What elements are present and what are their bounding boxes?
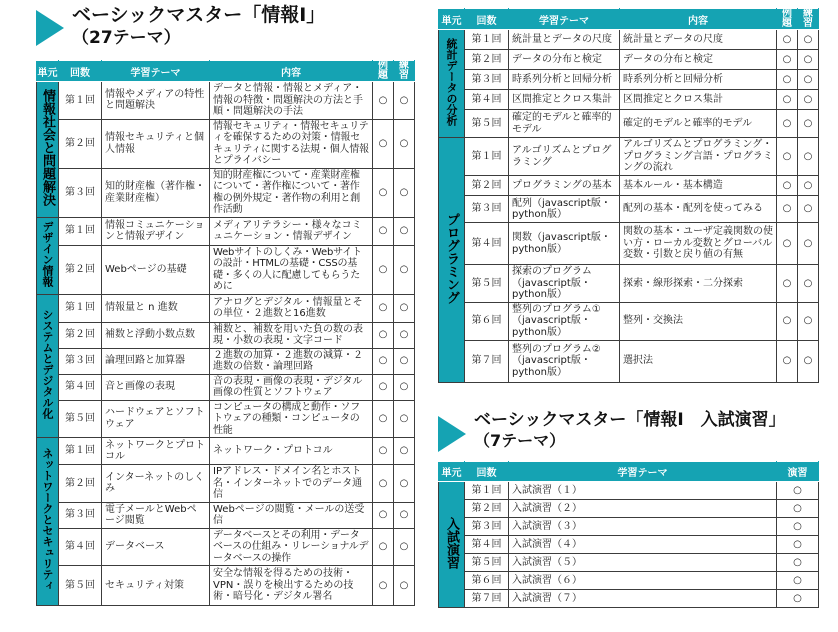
content-cell: メディアリテラシー・様々なコミュニケーション・情報デザイン xyxy=(210,217,373,245)
header-content: 内容 xyxy=(620,9,777,30)
unit-cell xyxy=(37,294,59,438)
kai-cell: 第３回 xyxy=(59,502,102,528)
table-row xyxy=(37,348,415,374)
content-cell: 区間推定とクロス集計 xyxy=(620,90,777,110)
example-mark: ○ xyxy=(373,245,394,294)
unit-name: 統計データの分析 xyxy=(445,37,458,126)
header-kai: 回数 xyxy=(465,9,509,30)
content-cell: 確定的モデルと確率的モデル xyxy=(620,110,777,138)
content-cell: アナログとデジタル・情報量とその単位・２進数と16進数 xyxy=(210,294,373,322)
table-row xyxy=(37,168,415,217)
header-rei: 例題 xyxy=(777,9,798,30)
practice-mark: ○ xyxy=(798,223,819,265)
kai-cell: 第１回 xyxy=(465,138,509,176)
table-row xyxy=(439,590,819,608)
left-curriculum-table xyxy=(36,60,415,606)
theme-cell: 探索のプログラム（javascript版・python版） xyxy=(509,265,620,303)
table-header-row xyxy=(439,462,819,482)
table-row xyxy=(37,119,415,168)
example-mark: ○ xyxy=(777,340,798,382)
theme-cell: 補数と浮動小数点数 xyxy=(102,322,210,348)
table-row xyxy=(439,196,819,223)
practice-mark: ○ xyxy=(394,374,415,400)
table-row xyxy=(37,566,415,606)
kai-cell: 第４回 xyxy=(465,90,509,110)
practice-mark: ○ xyxy=(798,176,819,196)
unit-name: 情報社会と問題解決 xyxy=(40,89,55,206)
kai-cell: 第３回 xyxy=(59,168,102,217)
left-title-line1: ベーシックマスター「情報Ⅰ」 xyxy=(72,4,326,26)
content-cell: 探索・線形探索・二分探索 xyxy=(620,265,777,303)
theme-cell: 情報セキュリティと個人情報 xyxy=(102,119,210,168)
header-theme: 学習テーマ xyxy=(509,462,777,482)
content-cell: 選択法 xyxy=(620,340,777,382)
heading-arrow-icon xyxy=(438,416,466,452)
table-row xyxy=(439,340,819,382)
theme-cell: 入試演習（５） xyxy=(509,554,777,572)
example-mark: ○ xyxy=(777,265,798,303)
example-mark: ○ xyxy=(373,374,394,400)
example-mark: ○ xyxy=(777,50,798,70)
unit-cell xyxy=(439,138,465,383)
kai-cell: 第４回 xyxy=(59,374,102,400)
unit-cell xyxy=(37,217,59,294)
theme-cell: プログラミングの基本 xyxy=(509,176,620,196)
example-mark: ○ xyxy=(777,138,798,176)
table-row xyxy=(37,322,415,348)
kai-cell: 第５回 xyxy=(465,554,509,572)
exam-title-line1: ベーシックマスター「情報Ⅰ 入試演習」 xyxy=(474,410,786,430)
header-kai: 回数 xyxy=(465,462,509,482)
unit-name: ネットワークとセキュリティ xyxy=(41,448,54,592)
theme-cell: 入試演習（２） xyxy=(509,500,777,518)
kai-cell: 第３回 xyxy=(465,70,509,90)
header-unit: 単元 xyxy=(439,9,465,30)
table-row xyxy=(439,110,819,138)
exam-title xyxy=(474,410,786,451)
unit-name: プログラミング xyxy=(444,212,459,304)
example-mark: ○ xyxy=(373,438,394,465)
content-cell: 知的財産権について・産業財産権について・著作権について・著作権の例外規定・著作物の利用と創作活動 xyxy=(210,168,373,217)
header-ren: 演習 xyxy=(777,462,819,482)
example-mark: ○ xyxy=(373,566,394,606)
left-title-line2: （27テーマ） xyxy=(72,27,181,48)
theme-cell: 情報やメディアの特性と問題解決 xyxy=(102,82,210,120)
kai-cell: 第５回 xyxy=(465,265,509,303)
kai-cell: 第２回 xyxy=(465,50,509,70)
practice-mark: ○ xyxy=(798,90,819,110)
table-header-row xyxy=(439,9,819,30)
practice-mark: ○ xyxy=(394,438,415,465)
kai-cell: 第６回 xyxy=(465,572,509,590)
theme-cell: 時系列分析と回帰分析 xyxy=(509,70,620,90)
theme-cell: 入試演習（１） xyxy=(509,482,777,500)
practice-mark: ○ xyxy=(798,265,819,303)
exercise-mark: ○ xyxy=(777,590,819,608)
content-cell: 整列・交換法 xyxy=(620,302,777,340)
theme-cell: アルゴリズムとプログラミング xyxy=(509,138,620,176)
example-mark: ○ xyxy=(373,217,394,245)
kai-cell: 第４回 xyxy=(465,536,509,554)
kai-cell: 第５回 xyxy=(465,110,509,138)
header-kai: 回数 xyxy=(59,61,102,82)
table-row xyxy=(37,502,415,528)
exercise-mark: ○ xyxy=(777,518,819,536)
unit-cell xyxy=(37,438,59,606)
theme-cell: 入試演習（７） xyxy=(509,590,777,608)
exercise-mark: ○ xyxy=(777,554,819,572)
theme-cell: 区間推定とクロス集計 xyxy=(509,90,620,110)
table-row xyxy=(37,438,415,465)
practice-mark: ○ xyxy=(394,217,415,245)
example-mark: ○ xyxy=(373,168,394,217)
header-unit: 単元 xyxy=(439,462,465,482)
table-row xyxy=(439,223,819,265)
theme-cell: 情報コミュニケーションと情報デザイン xyxy=(102,217,210,245)
practice-mark: ○ xyxy=(394,465,415,503)
kai-cell: 第３回 xyxy=(465,518,509,536)
kai-cell: 第２回 xyxy=(59,245,102,294)
practice-mark: ○ xyxy=(394,400,415,438)
table-row xyxy=(37,374,415,400)
table-row xyxy=(439,482,819,500)
kai-cell: 第６回 xyxy=(465,302,509,340)
table-row xyxy=(439,536,819,554)
kai-cell: 第３回 xyxy=(465,196,509,223)
exercise-mark: ○ xyxy=(777,572,819,590)
example-mark: ○ xyxy=(373,528,394,566)
content-cell: 情報セキュリティ・情報セキュリティを確保するための対策・情報セキュリティに関する法規・個人情報とプライバシー xyxy=(210,119,373,168)
table-row xyxy=(439,70,819,90)
example-mark: ○ xyxy=(373,502,394,528)
practice-mark: ○ xyxy=(394,322,415,348)
kai-cell: 第３回 xyxy=(59,348,102,374)
unit-name: システムとデジタル化 xyxy=(41,309,54,419)
table-row xyxy=(439,50,819,70)
kai-cell: 第７回 xyxy=(465,590,509,608)
example-mark: ○ xyxy=(777,90,798,110)
exercise-mark: ○ xyxy=(777,500,819,518)
table-row xyxy=(439,138,819,176)
table-row xyxy=(37,400,415,438)
theme-cell: 知的財産権（著作権・産業財産権） xyxy=(102,168,210,217)
kai-cell: 第２回 xyxy=(59,465,102,503)
content-cell: ２進数の加算・２進数の減算・２進数の倍数・論理回路 xyxy=(210,348,373,374)
table-row xyxy=(439,500,819,518)
header-ren: 練習 xyxy=(798,9,819,30)
content-cell: 安全な情報を得るための技術・VPN・誤りを検出するための技術・暗号化・デジタル署名 xyxy=(210,566,373,606)
table-row xyxy=(439,30,819,50)
kai-cell: 第１回 xyxy=(59,294,102,322)
kai-cell: 第７回 xyxy=(465,340,509,382)
practice-mark: ○ xyxy=(394,528,415,566)
table-row xyxy=(439,518,819,536)
kai-cell: 第１回 xyxy=(59,82,102,120)
header-unit: 単元 xyxy=(37,61,59,82)
content-cell: コンピュータの構成と動作・ソフトウェアの種類・コンピュータの性能 xyxy=(210,400,373,438)
theme-cell: ハードウェアとソフトウェア xyxy=(102,400,210,438)
practice-mark: ○ xyxy=(394,294,415,322)
example-mark: ○ xyxy=(777,302,798,340)
theme-cell: セキュリティ対策 xyxy=(102,566,210,606)
kai-cell: 第１回 xyxy=(59,217,102,245)
table-row xyxy=(37,245,415,294)
example-mark: ○ xyxy=(373,348,394,374)
content-cell: ネットワーク・プロトコル xyxy=(210,438,373,465)
kai-cell: 第５回 xyxy=(59,566,102,606)
kai-cell: 第２回 xyxy=(59,322,102,348)
table-row xyxy=(37,294,415,322)
practice-mark: ○ xyxy=(394,348,415,374)
practice-mark: ○ xyxy=(394,168,415,217)
content-cell: Webページの閲覧・メールの送受信 xyxy=(210,502,373,528)
header-content: 内容 xyxy=(210,61,373,82)
table-row xyxy=(37,528,415,566)
content-cell: 音の表現・画像の表現・デジタル画像の性質とソフトウェア xyxy=(210,374,373,400)
example-mark: ○ xyxy=(777,196,798,223)
example-mark: ○ xyxy=(777,30,798,50)
theme-cell: Webページの基礎 xyxy=(102,245,210,294)
practice-mark: ○ xyxy=(798,302,819,340)
theme-cell: インターネットのしくみ xyxy=(102,465,210,503)
table-row xyxy=(439,302,819,340)
table-row xyxy=(37,217,415,245)
content-cell: データの分布と検定 xyxy=(620,50,777,70)
content-cell: データと情報・情報とメディア・情報の特徴・問題解決の方法と手順・問題解決の手法 xyxy=(210,82,373,120)
practice-mark: ○ xyxy=(798,138,819,176)
example-mark: ○ xyxy=(373,82,394,120)
kai-cell: 第５回 xyxy=(59,400,102,438)
theme-cell: データベース xyxy=(102,528,210,566)
practice-mark: ○ xyxy=(394,566,415,606)
content-cell: 配列の基本・配列を使ってみる xyxy=(620,196,777,223)
theme-cell: 配列（javascript版・python版） xyxy=(509,196,620,223)
example-mark: ○ xyxy=(373,322,394,348)
unit-name: 入試演習 xyxy=(444,516,459,569)
unit-cell xyxy=(439,482,465,608)
example-mark: ○ xyxy=(373,465,394,503)
header-theme: 学習テーマ xyxy=(509,9,620,30)
example-mark: ○ xyxy=(777,110,798,138)
content-cell: 時系列分析と回帰分析 xyxy=(620,70,777,90)
practice-mark: ○ xyxy=(394,119,415,168)
theme-cell: 入試演習（４） xyxy=(509,536,777,554)
theme-cell: 入試演習（３） xyxy=(509,518,777,536)
content-cell: IPアドレス・ドメイン名とホスト名・インターネットでのデータ通信 xyxy=(210,465,373,503)
content-cell: アルゴリズムとプログラミング・プログラミング言語・プログラミングの流れ xyxy=(620,138,777,176)
example-mark: ○ xyxy=(373,294,394,322)
exercise-mark: ○ xyxy=(777,536,819,554)
content-cell: 基本ルール・基本構造 xyxy=(620,176,777,196)
content-cell: 補数と、補数を用いた負の数の表現・小数の表現・文字コード xyxy=(210,322,373,348)
content-cell: 関数の基本・ユーザ定義関数の使い方・ローカル変数とグローバル変数・引数と戻り値の有無 xyxy=(620,223,777,265)
theme-cell: 関数（javascript版・python版） xyxy=(509,223,620,265)
theme-cell: 情報量と n 進数 xyxy=(102,294,210,322)
theme-cell: 論理回路と加算器 xyxy=(102,348,210,374)
content-cell: 統計量とデータの尺度 xyxy=(620,30,777,50)
theme-cell: 統計量とデータの尺度 xyxy=(509,30,620,50)
content-cell: Webサイトのしくみ・Webサイトの設計・HTMLの基礎・CSSの基礎・多くの人に配慮してもらうために xyxy=(210,245,373,294)
unit-cell xyxy=(439,30,465,138)
example-mark: ○ xyxy=(777,70,798,90)
theme-cell: 確定的モデルと確率的モデル xyxy=(509,110,620,138)
table-row xyxy=(439,90,819,110)
table-row xyxy=(37,82,415,120)
kai-cell: 第２回 xyxy=(59,119,102,168)
unit-cell xyxy=(37,82,59,218)
heading-arrow-icon xyxy=(36,10,64,46)
theme-cell: ネットワークとプロトコル xyxy=(102,438,210,465)
theme-cell: 音と画像の表現 xyxy=(102,374,210,400)
kai-cell: 第２回 xyxy=(465,176,509,196)
kai-cell: 第１回 xyxy=(465,30,509,50)
right-curriculum-table xyxy=(438,8,819,383)
kai-cell: 第２回 xyxy=(465,500,509,518)
kai-cell: 第１回 xyxy=(59,438,102,465)
practice-mark: ○ xyxy=(394,82,415,120)
practice-mark: ○ xyxy=(394,245,415,294)
practice-mark: ○ xyxy=(394,502,415,528)
exam-table xyxy=(438,461,819,608)
table-row xyxy=(37,465,415,503)
practice-mark: ○ xyxy=(798,50,819,70)
content-cell: データベースとその利用・データベースの仕組み・リレーショナルデータベースの操作 xyxy=(210,528,373,566)
example-mark: ○ xyxy=(373,400,394,438)
kai-cell: 第１回 xyxy=(465,482,509,500)
table-row xyxy=(439,554,819,572)
theme-cell: 入試演習（６） xyxy=(509,572,777,590)
table-row xyxy=(439,265,819,303)
exam-title-line2: （7テーマ） xyxy=(474,431,566,451)
example-mark: ○ xyxy=(777,223,798,265)
table-row xyxy=(439,176,819,196)
kai-cell: 第４回 xyxy=(59,528,102,566)
theme-cell: 整列のプログラム①（javascript版・python版） xyxy=(509,302,620,340)
kai-cell: 第４回 xyxy=(465,223,509,265)
table-header-row xyxy=(37,61,415,82)
exercise-mark: ○ xyxy=(777,482,819,500)
practice-mark: ○ xyxy=(798,110,819,138)
header-ren: 練習 xyxy=(394,61,415,82)
theme-cell: 電子メールとWebページ閲覧 xyxy=(102,502,210,528)
practice-mark: ○ xyxy=(798,70,819,90)
practice-mark: ○ xyxy=(798,340,819,382)
example-mark: ○ xyxy=(777,176,798,196)
left-title xyxy=(72,4,325,49)
practice-mark: ○ xyxy=(798,30,819,50)
practice-mark: ○ xyxy=(798,196,819,223)
table-row xyxy=(439,572,819,590)
example-mark: ○ xyxy=(373,119,394,168)
theme-cell: データの分布と検定 xyxy=(509,50,620,70)
header-rei: 例題 xyxy=(373,61,394,82)
header-theme: 学習テーマ xyxy=(102,61,210,82)
unit-name: デザイン情報 xyxy=(41,220,54,287)
theme-cell: 整列のプログラム②（javascript版・python版） xyxy=(509,340,620,382)
